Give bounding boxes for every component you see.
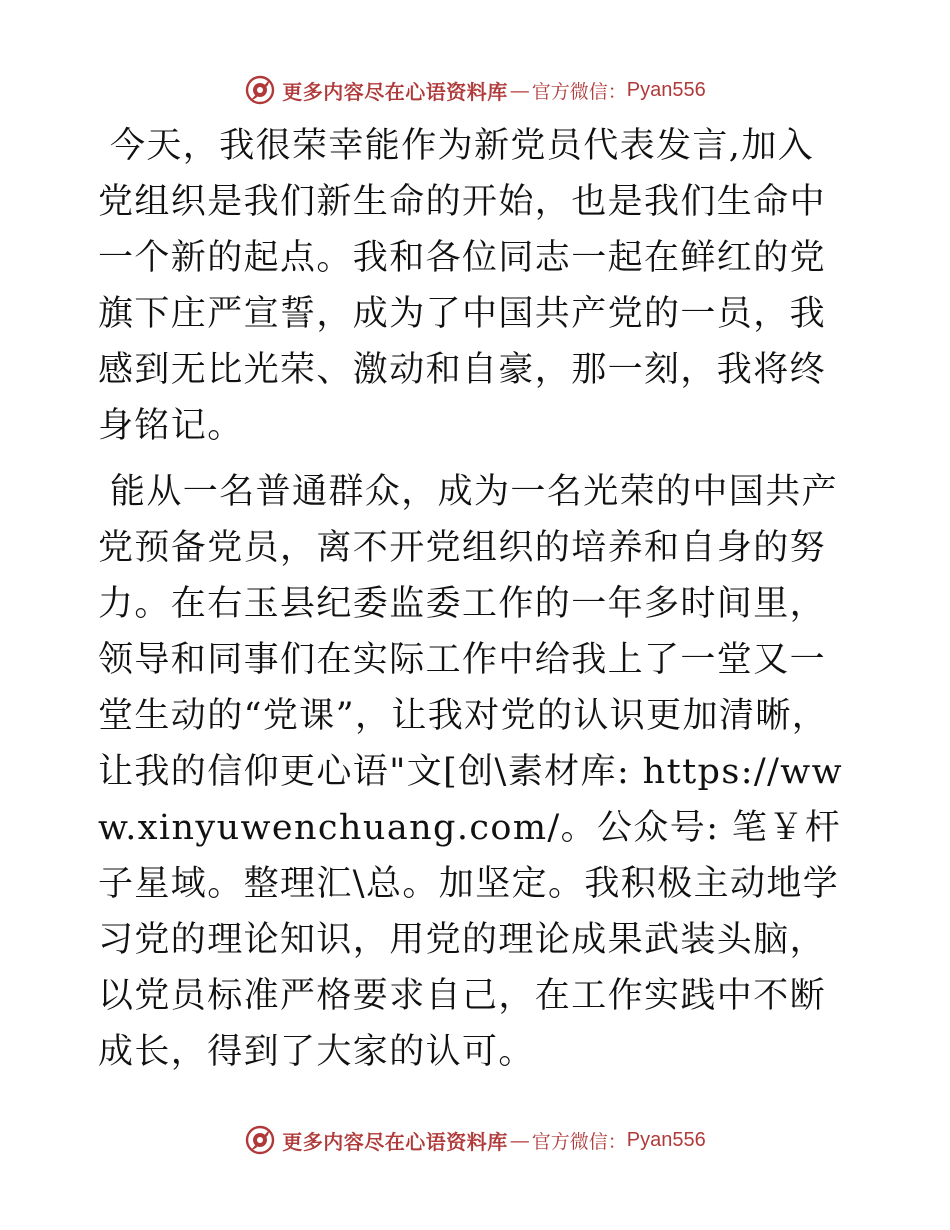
footer-banner	[0, 1122, 950, 1158]
paragraph-2	[98, 464, 850, 1080]
banner-official-label: 官方微信：	[531, 1130, 627, 1153]
paragraph-1	[98, 118, 850, 454]
brand-logo-icon	[244, 1124, 276, 1156]
document-body	[98, 118, 850, 1090]
header-banner	[0, 72, 950, 108]
banner-separator: —	[509, 1128, 530, 1152]
paragraph-1-text: 今天，我很荣幸能作为新党员代表发言,加入党组织是我们新生命的开始，也是我们生命中一个新的起点。我和各位同志一起在鲜红的党旗下庄严宣誓，成为了中国共产党的一员，我感到无比光荣、激动和自豪，那一刻，我将终身铭记。	[98, 126, 827, 446]
paragraph-2-text: 能从一名普通群众，成为一名光荣的中国共产党预备党员，离不开党组织的培养和自身的努力。在右玉县纪委监委工作的一年多时间里，领导和同事们在实际工作中给我上了一堂又一堂生动的“党课”，让我对党的认识更加清晰，让我的信仰更心语"文[创\素材库: https://www.xinyuwenchuang.com/。公众号: 笔￥杆子星域。整理汇\总。加坚定。我积极主动地学习党的理论知识，用党的理论成果武装头脑，以党员标准严格要求自己，在工作实践中不断成长，得到了大家的认可。	[98, 472, 843, 1072]
brand-logo-icon	[244, 74, 276, 106]
banner-separator: —	[509, 78, 530, 102]
banner-brand-text: 更多内容尽在心语资料库	[282, 79, 508, 104]
banner-official-label: 官方微信：	[531, 80, 627, 103]
banner-brand-text: 更多内容尽在心语资料库	[282, 1129, 508, 1154]
banner-wechat-id: Pyan556	[626, 78, 706, 101]
banner-wechat-id: Pyan556	[626, 1128, 706, 1151]
